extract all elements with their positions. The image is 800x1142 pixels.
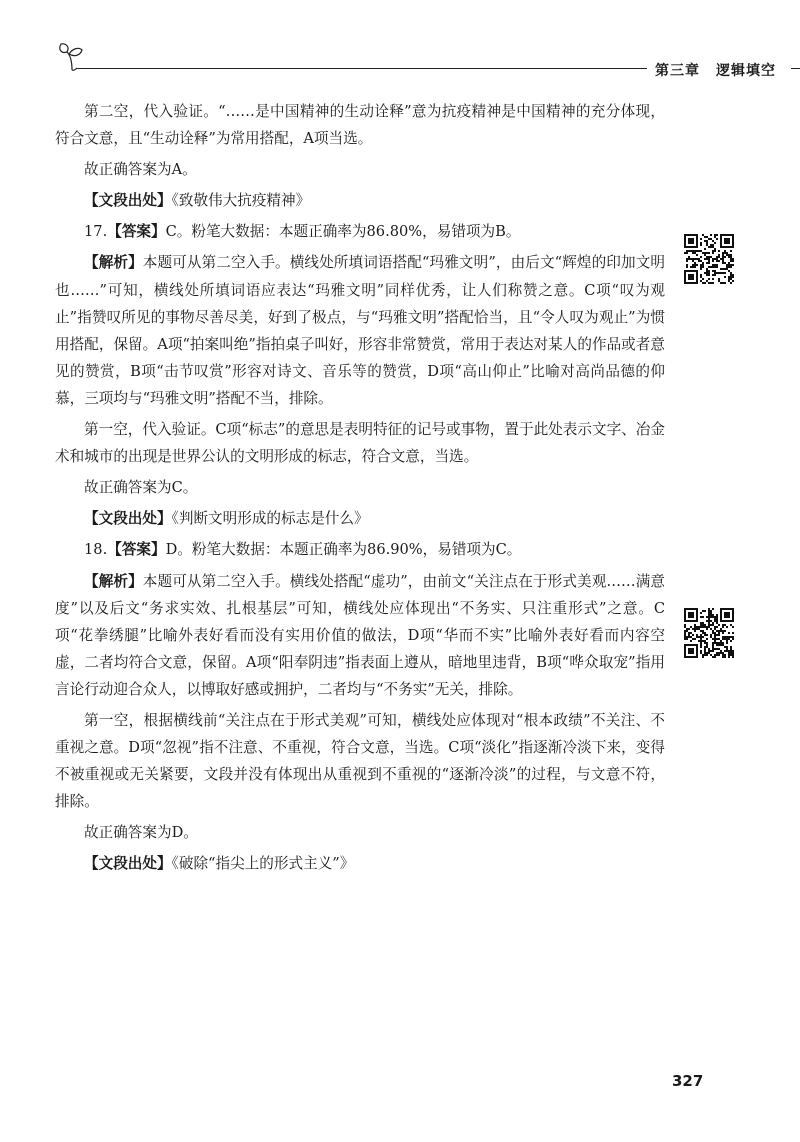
source-line: 【文段出处】《判断文明形成的标志是什么》 — [84, 510, 369, 528]
paragraph-blank1-verify: 第一空，代入验证。C项“标志”的意思是表明特征的记号或事物，置于此处表示文字、冶金术和城市的出现是世界公认的文明形成的标志，符合文意，当选。 — [55, 421, 665, 466]
paragraph-blank1-reason: 第一空，根据横线前“关注点在于形式美观”可知，横线处应体现对“根本政绩”不关注、不重视之意。D项“忽视”指不注意、不重视，符合文意，当选。C项“淡化”指逐渐冷淡下来，变得不被重视或无关紧要，文段并没有体现出从重视到不重视的“逐渐冷淡”的过程，与文意不符，排除。 — [55, 711, 665, 811]
chapter-title: 第三章 逻辑填空 — [655, 63, 776, 79]
answer-conclusion: 故正确答案为A。 — [84, 161, 197, 179]
header-rule-left — [77, 68, 647, 69]
header-rule-right — [791, 68, 800, 69]
source-line: 【文段出处】《致敬伟大抗疫精神》 — [84, 192, 311, 210]
analysis-17: 【解析】本题可从第二空入手。横线处所填词语搭配“玛雅文明”，由后文“辉煌的印加文明也……”可知，横线处所填词语应表达“玛雅文明”同样优秀，让人们称赞之意。C项“叹为观止”指赞叹所见的事物尽善尽美，好到了极点，与“玛雅文明”搭配恰当，且“令人叹为观止”为惯用搭配，保留。A项“拍案叫绝”指拍桌子叫好，形容非常赞赏，常用于表达对某人的作品或者意见的赞赏，B项“击节叹赏”形容对诗文、音乐等的赞赏，D项“高山仰止”比喻对高尚品德的仰慕，三项均与“玛雅文明”搭配不当，排除。 — [55, 254, 665, 407]
qr-code-icon[interactable] — [684, 608, 734, 658]
answer-line-17: 17.【答案】C。粉笔大数据：本题正确率为86.80%，易错项为B。 — [84, 223, 521, 241]
page-number: 327 — [672, 1072, 704, 1090]
page-header — [55, 40, 800, 80]
answer-line-18: 18.【答案】D。粉笔大数据：本题正确率为86.90%，易错项为C。 — [84, 541, 522, 559]
answer-conclusion: 故正确答案为D。 — [84, 824, 198, 842]
answer-conclusion: 故正确答案为C。 — [84, 479, 198, 497]
paragraph-blank2-verify: 第二空，代入验证。“……是中国精神的生动诠释”意为抗疫精神是中国精神的充分体现，符合文意，且“生动诠释”为常用搭配，A项当选。 — [55, 103, 665, 148]
page-body — [55, 98, 665, 882]
analysis-18: 【解析】本题可从第二空入手。横线处搭配“虚功”，由前文“关注点在于形式美观……满意度”以及后文“务求实效、扎根基层”可知，横线处应体现出“不务实、只注重形式”之意。C项“花拳绣腿”比喻外表好看而没有实用价值的做法，D项“华而不实”比喻外表好看而内容空虚，二者均符合文意，保留。A项“阳奉阴违”指表面上遵从，暗地里违背，B项“哗众取宠”指用言论行动迎合众人，以博取好感或拥护，二者均与“不务实”无关，排除。 — [55, 572, 665, 698]
qr-code-icon[interactable] — [684, 234, 734, 284]
source-line: 【文段出处】《破除“指尖上的形式主义”》 — [84, 855, 355, 873]
